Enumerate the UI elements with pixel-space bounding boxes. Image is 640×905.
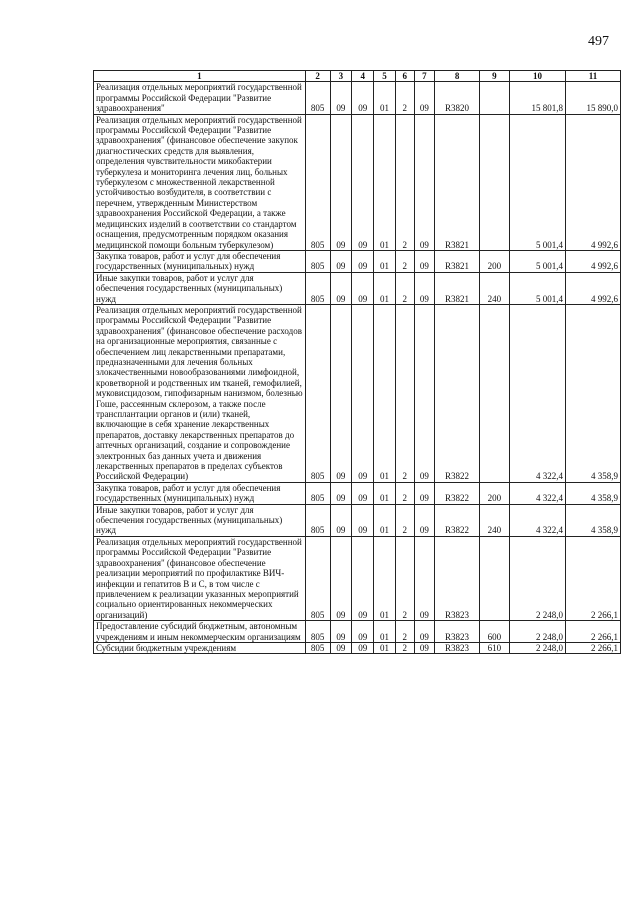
cell-section: 09 — [330, 114, 352, 250]
cell-subsection: 09 — [352, 272, 374, 304]
cell-subprogram: 2 — [395, 536, 414, 620]
row-description: Субсидии бюджетным учреждениям — [94, 642, 306, 653]
table-row — [94, 82, 621, 114]
cell-subsection: 09 — [352, 536, 374, 620]
cell-subsection: 09 — [352, 250, 374, 272]
cell-main-event: 09 — [414, 482, 435, 504]
row-description: Реализация отдельных мероприятий государственной программы Российской Федерации "Развитие здравоохранения" (финансовое обеспечение закупок диагностических средств для выявления, определения чувствительности микобактерии туберкулеза и мониторинга лечения лиц, больных туберкулезом с множественной лекарственной устойчивостью возбудителя, в соответствии с перечнем, утвержденным Министерством здравоохранения Российской Федерации, а также медицинских изделий в соответствии со стандартом оснащения, предусмотренным порядком оказания медицинской помощи больным туберкулезом) — [94, 114, 306, 250]
cell-expense-type: 600 — [479, 621, 509, 643]
cell-admin-code: 805 — [305, 304, 330, 482]
cell-admin-code: 805 — [305, 82, 330, 114]
cell-main-event: 09 — [414, 621, 435, 643]
row-description: Закупка товаров, работ и услуг для обеспечения государственных (муниципальных) нужд — [94, 250, 306, 272]
budget-table — [93, 70, 621, 654]
cell-main-event: 09 — [414, 304, 435, 482]
cell-amount-2: 4 992,6 — [565, 250, 620, 272]
cell-target-code: R3822 — [435, 504, 480, 536]
cell-expense-type — [479, 114, 509, 250]
cell-main-event: 09 — [414, 504, 435, 536]
header-cell: 9 — [479, 71, 509, 82]
cell-subprogram: 2 — [395, 250, 414, 272]
cell-amount-2: 4 358,9 — [565, 504, 620, 536]
cell-amount-1: 4 322,4 — [509, 304, 565, 482]
cell-subprogram: 2 — [395, 114, 414, 250]
row-description: Реализация отдельных мероприятий государственной программы Российской Федерации "Развитие здравоохранения" (финансовое обеспечение реализации мероприятий по профилактике ВИЧ-инфекции и гепатитов В и С, в том числе с привлечением к реализации указанных мероприятий социально ориентированных некоммерческих организаций) — [94, 536, 306, 620]
header-cell: 11 — [565, 71, 620, 82]
cell-subsection: 09 — [352, 504, 374, 536]
row-description: Реализация отдельных мероприятий государственной программы Российской Федерации "Развитие здравоохранения" (финансовое обеспечение расходов на организационные мероприятия, связанные с обеспечением лиц лекарственными препаратами, предназначенными для лечения больных злокачественными новообразованиями лимфоидной, кроветворной и родственных им тканей, гемофилией, муковисцидозом, гипофизарным нанизмом, болезнью Гоше, рассеянным склерозом, а также после трансплантации органов и (или) тканей, включающие в себя хранение лекарственных препаратов, доставку лекарственных препаратов до аптечных организаций, создание и сопровождение электронных баз данных учета и движения лекарственных препаратов в пределах субъектов Российской Федерации) — [94, 304, 306, 482]
cell-program: 01 — [374, 250, 396, 272]
cell-program: 01 — [374, 114, 396, 250]
cell-expense-type — [479, 304, 509, 482]
row-description: Иные закупки товаров, работ и услуг для обеспечения государственных (муниципальных) нужд — [94, 272, 306, 304]
cell-subsection: 09 — [352, 114, 374, 250]
cell-target-code: R3821 — [435, 250, 480, 272]
cell-subprogram: 2 — [395, 304, 414, 482]
cell-program: 01 — [374, 272, 396, 304]
header-cell: 2 — [305, 71, 330, 82]
cell-expense-type: 200 — [479, 482, 509, 504]
cell-section: 09 — [330, 482, 352, 504]
cell-program: 01 — [374, 536, 396, 620]
cell-subprogram: 2 — [395, 642, 414, 653]
cell-main-event: 09 — [414, 82, 435, 114]
cell-section: 09 — [330, 642, 352, 653]
table-row — [94, 504, 621, 536]
cell-admin-code: 805 — [305, 621, 330, 643]
row-description: Реализация отдельных мероприятий государственной программы Российской Федерации "Развитие здравоохранения" — [94, 82, 306, 114]
cell-target-code: R3822 — [435, 482, 480, 504]
cell-target-code: R3823 — [435, 642, 480, 653]
header-cell: 1 — [94, 71, 306, 82]
cell-amount-1: 15 801,8 — [509, 82, 565, 114]
cell-amount-1: 4 322,4 — [509, 504, 565, 536]
cell-admin-code: 805 — [305, 536, 330, 620]
cell-target-code: R3821 — [435, 272, 480, 304]
cell-amount-2: 4 358,9 — [565, 482, 620, 504]
cell-amount-2: 4 358,9 — [565, 304, 620, 482]
cell-section: 09 — [330, 621, 352, 643]
row-description: Иные закупки товаров, работ и услуг для обеспечения государственных (муниципальных) нужд — [94, 504, 306, 536]
cell-subsection: 09 — [352, 82, 374, 114]
header-cell: 6 — [395, 71, 414, 82]
cell-amount-1: 2 248,0 — [509, 642, 565, 653]
header-cell: 3 — [330, 71, 352, 82]
cell-section: 09 — [330, 304, 352, 482]
header-cell: 7 — [414, 71, 435, 82]
table-row — [94, 250, 621, 272]
cell-amount-2: 2 266,1 — [565, 536, 620, 620]
cell-main-event: 09 — [414, 272, 435, 304]
cell-section: 09 — [330, 250, 352, 272]
cell-program: 01 — [374, 304, 396, 482]
cell-expense-type: 240 — [479, 504, 509, 536]
cell-program: 01 — [374, 504, 396, 536]
cell-section: 09 — [330, 82, 352, 114]
cell-admin-code: 805 — [305, 642, 330, 653]
cell-admin-code: 805 — [305, 482, 330, 504]
cell-main-event: 09 — [414, 114, 435, 250]
cell-admin-code: 805 — [305, 114, 330, 250]
header-cell: 5 — [374, 71, 396, 82]
table-row — [94, 621, 621, 643]
cell-expense-type: 240 — [479, 272, 509, 304]
cell-expense-type — [479, 536, 509, 620]
cell-main-event: 09 — [414, 250, 435, 272]
cell-amount-1: 5 001,4 — [509, 272, 565, 304]
cell-subprogram: 2 — [395, 504, 414, 536]
cell-subsection: 09 — [352, 304, 374, 482]
cell-section: 09 — [330, 536, 352, 620]
cell-target-code: R3823 — [435, 621, 480, 643]
cell-target-code: R3822 — [435, 304, 480, 482]
table-row — [94, 536, 621, 620]
table-row — [94, 272, 621, 304]
cell-expense-type — [479, 82, 509, 114]
row-description: Предоставление субсидий бюджетным, автономным учреждениям и иным некоммерческим организациям — [94, 621, 306, 643]
table-row — [94, 482, 621, 504]
header-cell: 4 — [352, 71, 374, 82]
cell-amount-2: 2 266,1 — [565, 642, 620, 653]
cell-subprogram: 2 — [395, 621, 414, 643]
cell-amount-1: 5 001,4 — [509, 250, 565, 272]
cell-program: 01 — [374, 642, 396, 653]
table-row — [94, 642, 621, 653]
cell-program: 01 — [374, 621, 396, 643]
cell-subprogram: 2 — [395, 272, 414, 304]
page-number: 497 — [588, 34, 609, 49]
cell-target-code: R3823 — [435, 536, 480, 620]
cell-program: 01 — [374, 482, 396, 504]
cell-amount-2: 2 266,1 — [565, 621, 620, 643]
cell-admin-code: 805 — [305, 250, 330, 272]
cell-subsection: 09 — [352, 621, 374, 643]
header-cell: 10 — [509, 71, 565, 82]
cell-expense-type: 200 — [479, 250, 509, 272]
table-row — [94, 304, 621, 482]
cell-section: 09 — [330, 504, 352, 536]
cell-amount-2: 4 992,6 — [565, 272, 620, 304]
header-cell: 8 — [435, 71, 480, 82]
cell-amount-1: 4 322,4 — [509, 482, 565, 504]
cell-amount-2: 15 890,0 — [565, 82, 620, 114]
cell-amount-1: 5 001,4 — [509, 114, 565, 250]
cell-amount-2: 4 992,6 — [565, 114, 620, 250]
cell-target-code: R3820 — [435, 82, 480, 114]
cell-subsection: 09 — [352, 642, 374, 653]
cell-subsection: 09 — [352, 482, 374, 504]
table-row — [94, 114, 621, 250]
cell-section: 09 — [330, 272, 352, 304]
cell-amount-1: 2 248,0 — [509, 536, 565, 620]
cell-main-event: 09 — [414, 642, 435, 653]
cell-admin-code: 805 — [305, 504, 330, 536]
cell-amount-1: 2 248,0 — [509, 621, 565, 643]
cell-main-event: 09 — [414, 536, 435, 620]
cell-admin-code: 805 — [305, 272, 330, 304]
cell-subprogram: 2 — [395, 482, 414, 504]
cell-subprogram: 2 — [395, 82, 414, 114]
table-header-row — [94, 71, 621, 82]
cell-expense-type: 610 — [479, 642, 509, 653]
row-description: Закупка товаров, работ и услуг для обеспечения государственных (муниципальных) нужд — [94, 482, 306, 504]
cell-target-code: R3821 — [435, 114, 480, 250]
cell-program: 01 — [374, 82, 396, 114]
